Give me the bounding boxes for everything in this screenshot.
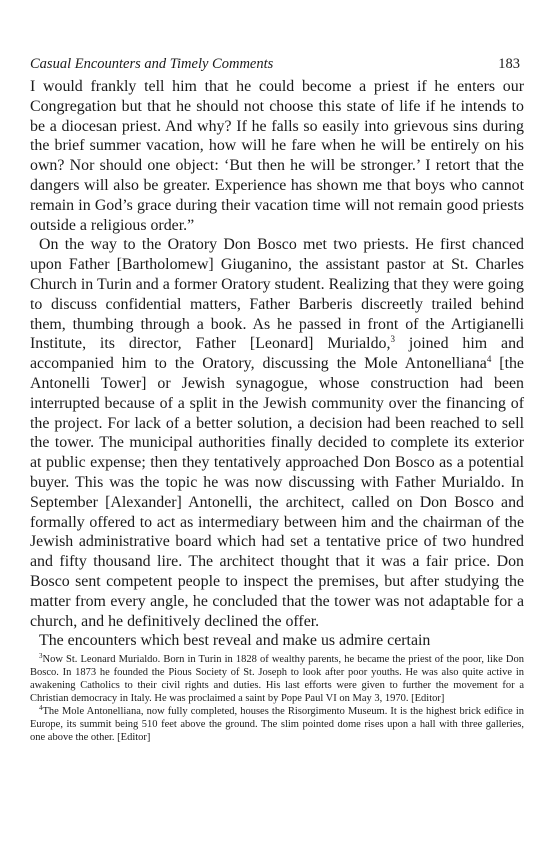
running-title: Casual Encounters and Timely Comments — [30, 56, 274, 72]
paragraph-2-part-b: joined him and accompanied him to the Oratory, discussing the Mole Antonelliana — [30, 335, 524, 373]
body-text — [30, 77, 524, 651]
footnote-text: Now St. Leonard Murialdo. Born in Turin in 1828 of wealthy parents, he became the priest of the poor, like Don Bosco. In 1873 he founded the Pious Society of St. Joseph to look after poor youths. He was also quite active in awakening Catholics to their civil rights and duties. His last efforts were given to further the movement for a Christian democracy in Italy. He was proclaimed a saint by Pope Paul VI on May 3, 1970. [Editor] — [30, 654, 524, 704]
footnote-3 — [30, 654, 524, 706]
footnote-ref-3[interactable]: 3 — [390, 334, 395, 345]
paragraph-3: The encounters which best reveal and make us admire certain — [39, 632, 431, 650]
footnote-4 — [30, 703, 524, 745]
paragraph-2-part-a: On the way to the Oratory Don Bosco met two priests. He first chanced upon Father [Bartholomew] Giuganino, the assistant pastor at St. Charles Church in Turin and a former Oratory student. Realizing that they were going to discuss confidential matters, Father Barberis discreetly trailed behind them, thumbing through a book. As he passed in front of the Artigianelli Institute, its director, Father [Leonard] Murialdo, — [30, 236, 524, 353]
running-header — [30, 56, 524, 73]
footnotes — [30, 654, 524, 744]
footnote-mark: 4 — [39, 703, 43, 712]
page-number: 183 — [498, 56, 520, 72]
book-page — [30, 56, 524, 744]
paragraph-1: I would frankly tell him that he could become a priest if he enters our Congregation but that he should not choose this state of life if he intends to be a diocesan priest. And why? If he falls so easily into grievous sins during the brief summer vacation, how will he fare when he will be entirely on his own? Nor should one object: ‘But then he will be stronger.’ I retort that the dangers will also be greater. Experience has shown me that boys who cannot remain in God’s grace during their vacation time will not remain good priests outside a religious order.” — [30, 78, 524, 234]
footnote-mark: 3 — [39, 652, 43, 661]
footnote-text: The Mole Antonelliana, now fully completed, houses the Risorgimento Museum. It is the highest brick edifice in Europe, its summit being 510 feet above the ground. The slim pointed dome rises upon a hall with three galleries, one above the other. [Editor] — [30, 705, 524, 743]
paragraph-2-part-c: [the Antonelli Tower] or Jewish synagogue, whose construction had been interrupted because of a split in the Jewish community over the financing of the project. For lack of a better solution, a decision had been reached to sell the tower. The municipal authorities finally decided to complete its exterior at public expense; then they tentatively approached Don Bosco as a potential buyer. This was the topic he was now discussing with Father Murialdo. In September [Alexander] Antonelli, the architect, called on Don Bosco and formally offered to act as intermediary between him and the chairman of the Jewish administrative board which had set a tentative price of two hundred and fifty thousand lire. The architect thought that it was a fair price. Don Bosco sent competent people to inspect the premises, but after studying the matter from every angle, he concluded that the tower was not adaptable for a church, and he definitively declined the offer. — [30, 355, 524, 630]
paragraph-2 — [30, 235, 524, 631]
footnote-ref-4[interactable]: 4 — [486, 354, 492, 365]
